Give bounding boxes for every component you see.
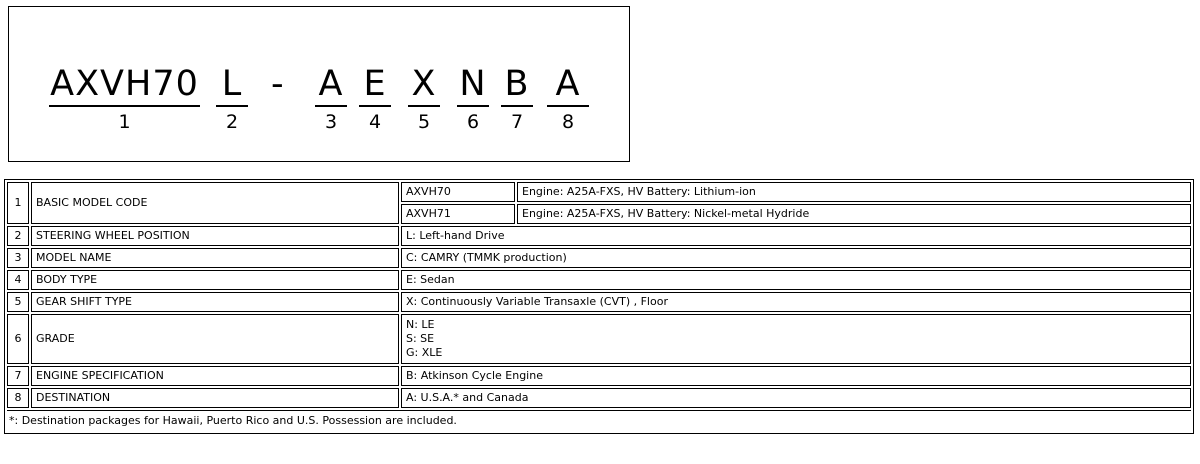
row-number: 2 [7,226,29,246]
code-segment-3 [315,64,347,133]
row-number: 5 [7,292,29,312]
code-segment-underline [49,105,200,107]
row-value: E: Sedan [401,270,1191,290]
grade-value: G: XLE [406,346,443,359]
code-segment-number: 2 [225,111,239,133]
code-segment-underline [216,105,248,107]
grade-value: S: SE [406,332,435,345]
row-value: C: CAMRY (TMMK production) [401,248,1191,268]
code-segment-number: 1 [118,111,131,133]
code-segment-underline [457,105,489,107]
table-row [7,292,1191,312]
code-segment-underline [408,105,440,107]
row-label: STEERING WHEEL POSITION [31,226,399,246]
row-label: DESTINATION [31,388,399,408]
code-separator: - [271,64,284,104]
row-value-list [401,314,1191,364]
table-row [7,270,1191,290]
code-segment-underline [501,105,533,107]
sub-code-cell: AXVH70 [401,182,515,202]
table-row [7,182,1191,202]
row-number: 3 [7,248,29,268]
code-segment-number: 7 [510,111,524,133]
table-row [7,248,1191,268]
grade-value: N: LE [406,318,435,331]
code-segment-underline [359,105,391,107]
code-segment-number: 4 [368,111,382,133]
code-segment-underline [547,105,589,107]
code-segment-number: 3 [324,111,338,133]
row-number: 7 [7,366,29,386]
code-segment-text: B [504,64,530,104]
footnote-row [7,410,1191,431]
row-number: 8 [7,388,29,408]
code-segment-5 [408,64,440,133]
row-label: BASIC MODEL CODE [31,182,399,224]
code-segment-6 [457,64,489,133]
row-number: 1 [7,182,29,224]
row-label: MODEL NAME [31,248,399,268]
code-segment-text: A [555,64,581,104]
row-label: ENGINE SPECIFICATION [31,366,399,386]
code-segment-number: 8 [561,111,575,133]
code-segment-2 [216,64,248,133]
table-row [7,314,1191,364]
code-segment-text: X [411,64,437,104]
row-label: BODY TYPE [31,270,399,290]
sub-desc-cell: Engine: A25A-FXS, HV Battery: Lithium-ion [517,182,1191,202]
row-number: 6 [7,314,29,364]
row-value: X: Continuously Variable Transaxle (CVT) , Floor [401,292,1191,312]
sub-desc-cell: Engine: A25A-FXS, HV Battery: Nickel-metal Hydride [517,204,1191,224]
code-segment-number: 6 [466,111,480,133]
table-row [7,388,1191,408]
row-label: GEAR SHIFT TYPE [31,292,399,312]
code-segment-underline [315,105,347,107]
code-segment-text: A [318,64,344,104]
model-code-table [4,179,1194,434]
code-segment-4 [359,64,391,133]
row-value: L: Left-hand Drive [401,226,1191,246]
code-segment-1 [49,64,200,133]
row-label: GRADE [31,314,399,364]
table-row [7,366,1191,386]
model-code-diagram [8,6,630,162]
code-segment-text: N [459,64,487,104]
code-segment-number: 5 [417,111,431,133]
code-segment-text: E [363,64,387,104]
footnote: *: Destination packages for Hawaii, Puerto Rico and U.S. Possession are included. [7,410,1191,431]
code-segment-text: AXVH70 [50,64,199,104]
code-segment-8 [547,64,589,133]
code-segment-7 [501,64,533,133]
row-value: A: U.S.A.* and Canada [401,388,1191,408]
row-number: 4 [7,270,29,290]
code-segment-text: L [221,64,243,104]
row-value: B: Atkinson Cycle Engine [401,366,1191,386]
table-row [7,226,1191,246]
sub-code-cell: AXVH71 [401,204,515,224]
